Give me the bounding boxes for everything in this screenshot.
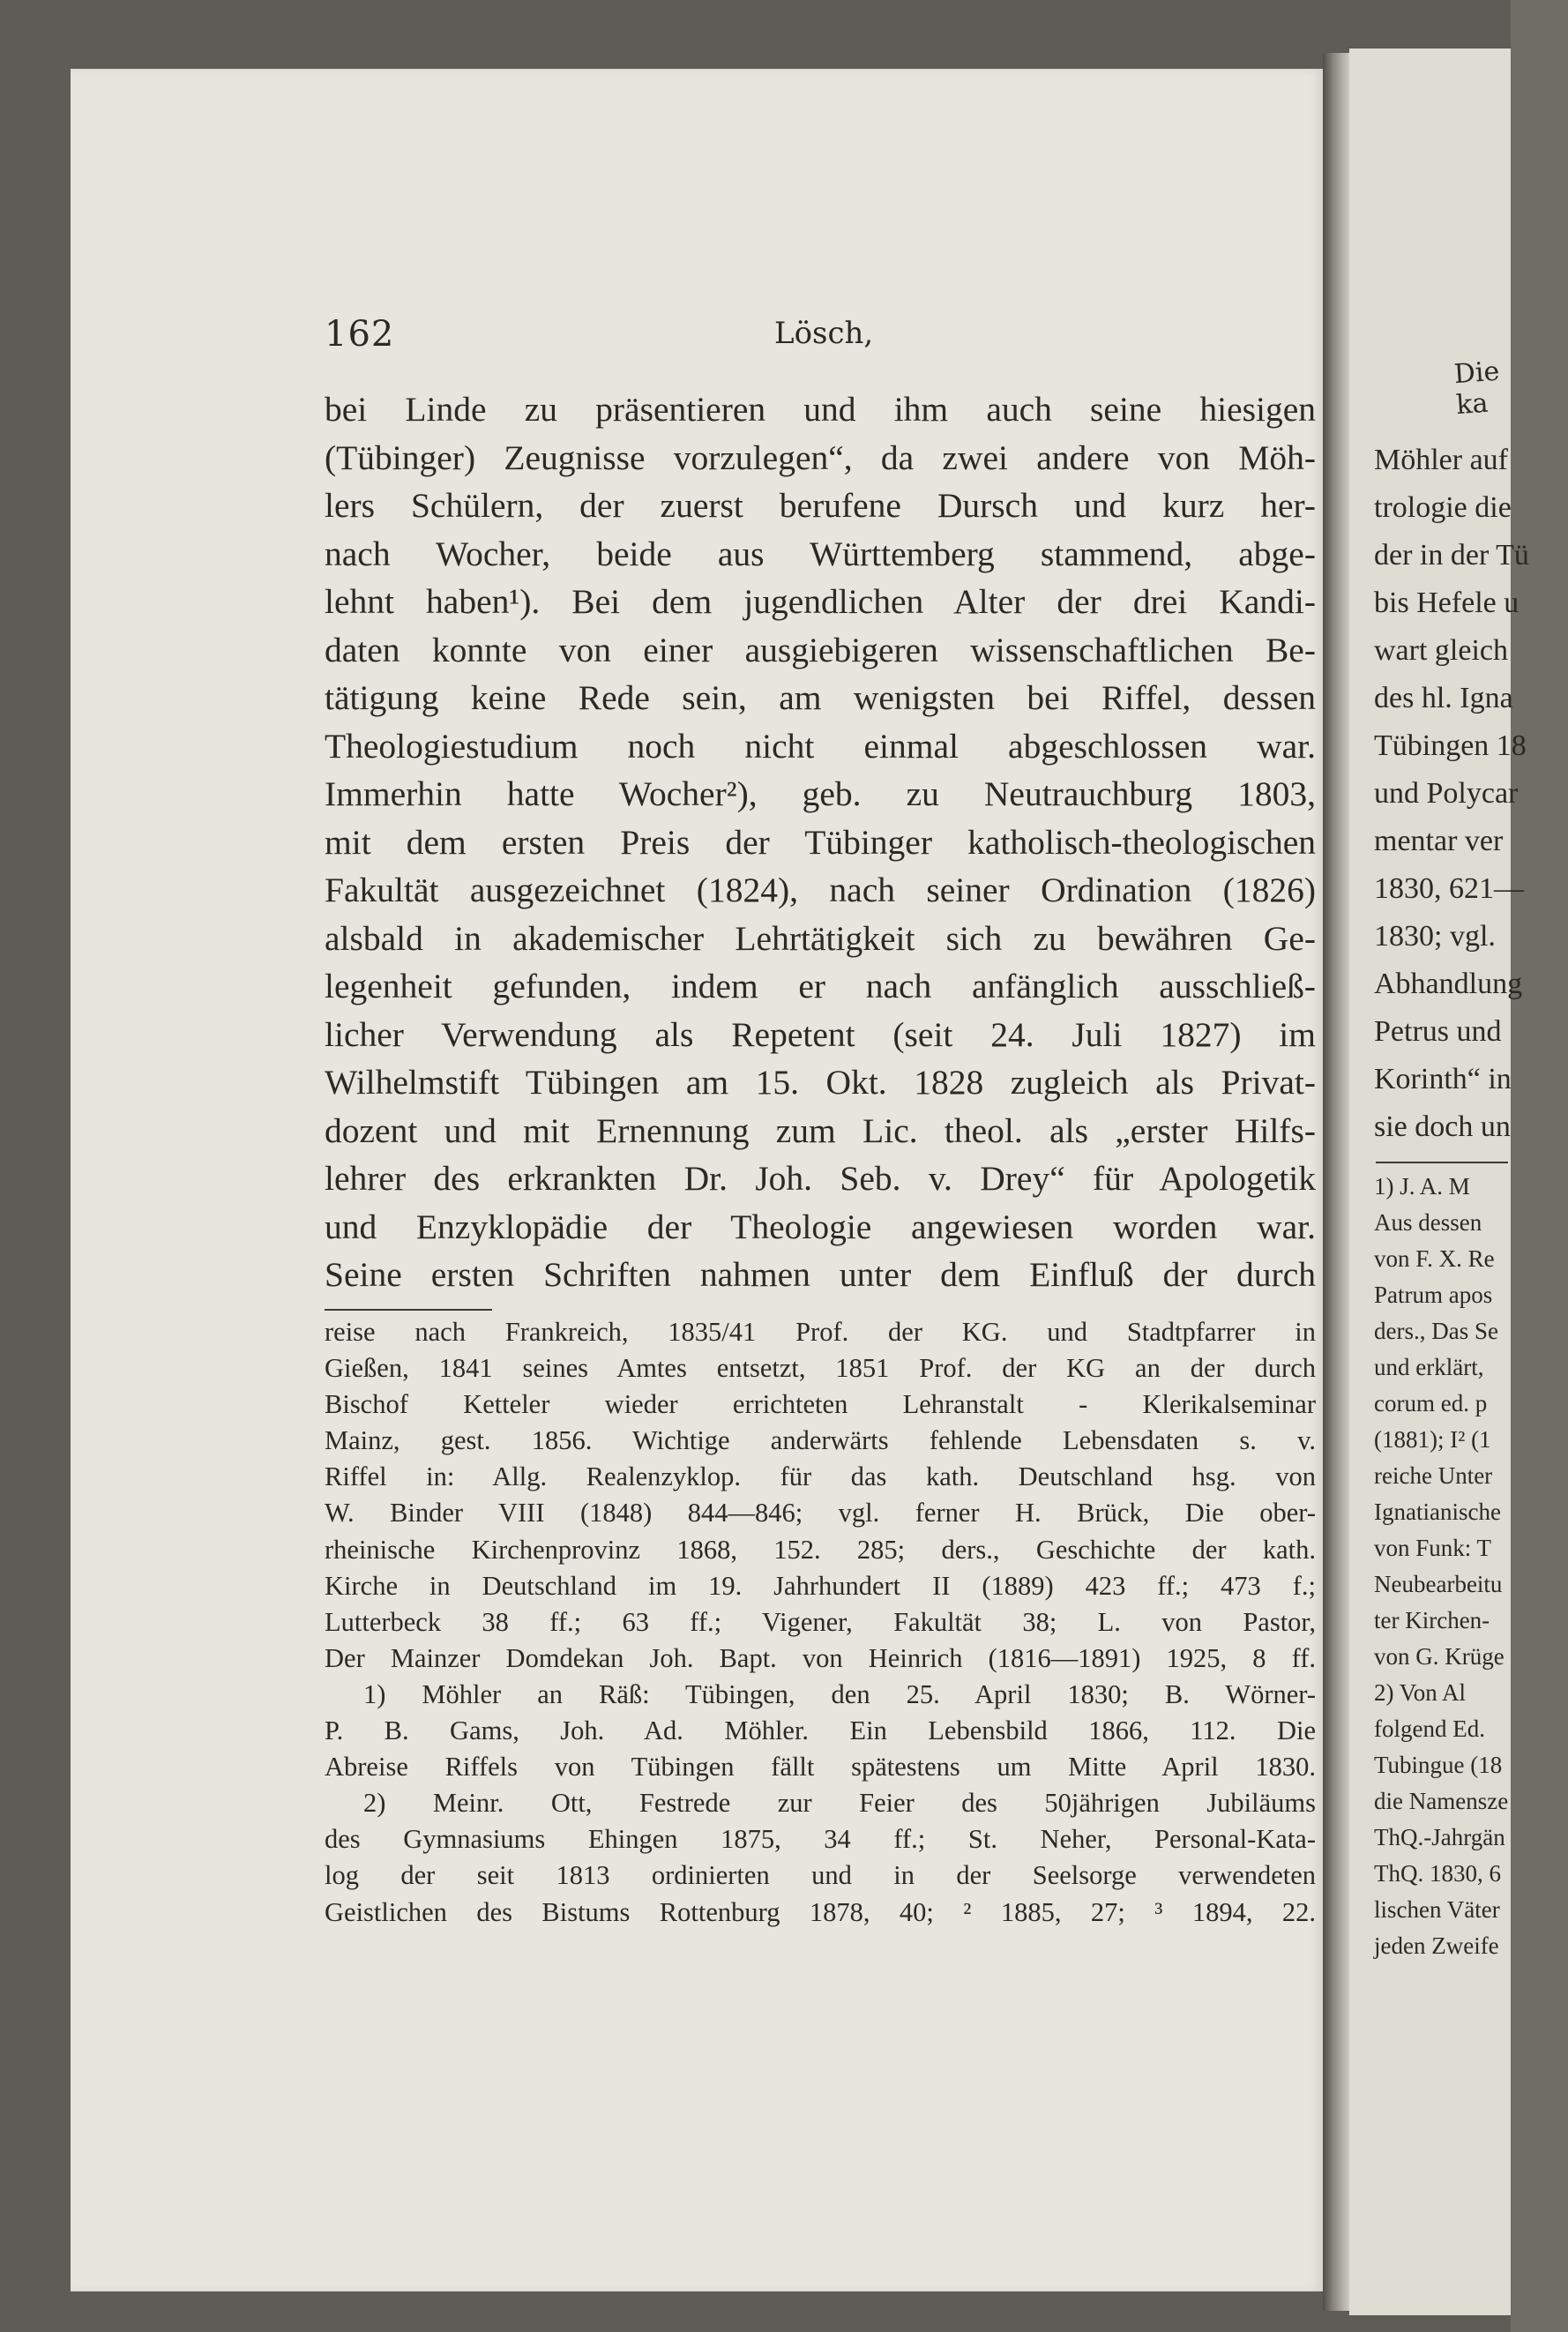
right-page-line: trologie die — [1374, 491, 1512, 524]
right-page-line: Abhandlung — [1374, 968, 1523, 1000]
body-line: lehrer des erkrankten Dr. Joh. Seb. v. Drey“ für Apologetik — [325, 1159, 1316, 1198]
right-page-line: Tübingen 18 — [1374, 729, 1527, 762]
footnote-line: des Gymnasiums Ehingen 1875, 34 ff.; St. Neher, Personal-Kata- — [325, 1824, 1316, 1855]
body-line: Seine ersten Schriften nahmen unter dem Einfluß der durch — [325, 1255, 1316, 1294]
right-page-note-line: ThQ. 1830, 6 — [1374, 1860, 1501, 1887]
right-page-note-line: und erklärt, — [1374, 1354, 1484, 1380]
footnote-line: log der seit 1813 ordinierten und in der Seelsorge verwendeten — [325, 1860, 1316, 1891]
book-gutter — [1323, 53, 1349, 2311]
footnote-line: Riffel in: Allg. Realenzyklop. für das kath. Deutschland hsg. von — [325, 1461, 1316, 1492]
right-page-footnotes — [1374, 1169, 1568, 1964]
body-line: Fakultät ausgezeichnet (1824), nach seiner Ordination (1826) — [325, 871, 1316, 909]
right-page-line: 1830; vgl. — [1374, 920, 1496, 953]
footnote-line: Bischof Ketteler wieder errichteten Lehranstalt - Klerikalseminar — [325, 1389, 1316, 1420]
right-page-line: der in der Tü — [1374, 539, 1529, 572]
right-page-footnote-rule — [1376, 1162, 1508, 1163]
body-text — [325, 385, 1316, 1299]
footnote-line: Der Mainzer Domdekan Joh. Bapt. von Heinrich (1816—1891) 1925, 8 ff. — [325, 1642, 1316, 1673]
body-line: tätigung keine Rede sein, am wenigsten bei Riffel, dessen — [325, 678, 1316, 717]
right-page-note-line: folgend Ed. — [1374, 1715, 1485, 1742]
right-page-note-line: 2) Von Al — [1374, 1679, 1467, 1706]
right-page-note-line: Tubingue (18 — [1374, 1752, 1503, 1778]
right-page-body — [1374, 437, 1568, 1151]
body-line: Theologiestudium noch nicht einmal abgeschlossen war. — [325, 726, 1316, 766]
body-line: legenheit gefunden, indem er nach anfänglich ausschließ- — [325, 967, 1316, 1005]
right-page-line: Korinth“ in — [1374, 1063, 1512, 1095]
footnote-line: W. Binder VIII (1848) 844—846; vgl. ferner H. Brück, Die ober- — [325, 1498, 1316, 1529]
right-page-note-line: von F. X. Re — [1374, 1245, 1495, 1272]
right-page-running-head: Die ka — [1452, 355, 1501, 422]
body-line: mit dem ersten Preis der Tübinger katholisch-theologischen — [325, 822, 1316, 862]
right-page-edge — [1349, 49, 1529, 2315]
footnote-line: reise nach Frankreich, 1835/41 Prof. der KG. und Stadtpfarrer in — [325, 1317, 1316, 1347]
right-page-note-line: jeden Zweife — [1374, 1932, 1499, 1959]
right-page-note-line: ThQ.-Jahrgän — [1374, 1824, 1505, 1850]
right-page-note-line: lischen Väter — [1374, 1896, 1500, 1923]
body-line: alsbald in akademischer Lehrtätigkeit sich zu bewähren Ge- — [325, 918, 1316, 958]
right-page-line: Petrus und — [1374, 1015, 1502, 1048]
right-page-note-line: Neubearbeitu — [1374, 1571, 1503, 1597]
body-line: und Enzyklopädie der Theologie angewiesen worden war. — [325, 1207, 1316, 1246]
body-line: dozent und mit Ernennung zum Lic. theol. als „erster Hilfs- — [325, 1110, 1316, 1150]
body-line: licher Verwendung als Repetent (seit 24. Juli 1827) im — [325, 1014, 1316, 1054]
right-page-note-line: von G. Krüge — [1374, 1643, 1505, 1670]
running-head — [325, 314, 1316, 367]
right-page-line: mentar ver — [1374, 825, 1504, 857]
footnote-line: Kirche in Deutschland im 19. Jahrhundert II (1889) 423 ff.; 473 f.; — [325, 1570, 1316, 1601]
right-page-line: Möhler auf — [1374, 444, 1509, 476]
body-line: Immerhin hatte Wocher²), geb. zu Neutrauchburg 1803, — [325, 774, 1316, 813]
right-page-line: des hl. Igna — [1374, 682, 1513, 714]
right-page-note-line: reiche Unter — [1374, 1462, 1493, 1489]
right-page-note-line: (1881); I² (1 — [1374, 1426, 1491, 1453]
footnote-line: Geistlichen des Bistums Rottenburg 1878, 40; ² 1885, 27; ³ 1894, 22. — [325, 1896, 1316, 1927]
right-page-note-line: ter Kirchen- — [1374, 1607, 1490, 1633]
right-page-line: wart gleich — [1374, 634, 1508, 667]
footnote-line: Gießen, 1841 seines Amtes entsetzt, 1851 Prof. der KG an der durch — [325, 1353, 1316, 1384]
right-page-note-line: Ignatianische — [1374, 1499, 1501, 1525]
footnote-line: rheinische Kirchenprovinz 1868, 152. 285; ders., Geschichte der kath. — [325, 1534, 1316, 1565]
footnote-line: Mainz, gest. 1856. Wichtige anderwärts fehlende Lebensdaten s. v. — [325, 1425, 1316, 1456]
right-page-line: sie doch un — [1374, 1110, 1511, 1143]
footnotes — [325, 1314, 1316, 1931]
body-line: (Tübinger) Zeugnisse vorzulegen“, da zwei andere von Möh- — [325, 437, 1316, 477]
footnote-line: Lutterbeck 38 ff.; 63 ff.; Vigener, Fakultät 38; L. von Pastor, — [325, 1606, 1316, 1637]
right-page-line: und Polycar — [1374, 777, 1519, 810]
running-title: Lösch, — [774, 316, 874, 351]
page-number: 162 — [325, 314, 395, 355]
footnote-line: Abreise Riffels von Tübingen fällt spätestens um Mitte April 1830. — [325, 1752, 1316, 1783]
body-line: lehnt haben¹). Bei dem jugendlichen Alter der drei Kandi- — [325, 582, 1316, 621]
body-line: Wilhelmstift Tübingen am 15. Okt. 1828 zugleich als Privat- — [325, 1063, 1316, 1102]
right-page-note-line: Aus dessen — [1374, 1209, 1482, 1236]
right-page-note-line: die Namensze — [1374, 1788, 1509, 1814]
right-page-note-line: corum ed. p — [1374, 1390, 1488, 1416]
right-page-note-line: von Funk: T — [1374, 1535, 1492, 1561]
footnote-line: 2) Meinr. Ott, Festrede zur Feier des 50jährigen Jubiläums — [363, 1788, 1316, 1819]
right-page-line: 1830, 621— — [1374, 872, 1524, 905]
right-page-note-line: 1) J. A. M — [1374, 1173, 1470, 1200]
footnote-line: 1) Möhler an Räß: Tübingen, den 25. April 1830; B. Wörner- — [363, 1678, 1316, 1709]
right-page-note-line: Patrum apos — [1374, 1282, 1493, 1308]
right-page-note-line: ders., Das Se — [1374, 1318, 1498, 1344]
body-line: lers Schülern, der zuerst berufene Dursch und kurz her- — [325, 486, 1316, 525]
body-line: nach Wocher, beide aus Württemberg stammend, abge- — [325, 534, 1316, 573]
body-line: bei Linde zu präsentieren und ihm auch seine hiesigen — [325, 390, 1316, 429]
footnote-line: P. B. Gams, Joh. Ad. Möhler. Ein Lebensbild 1866, 112. Die — [325, 1715, 1316, 1746]
footnote-rule — [325, 1309, 492, 1311]
body-line: daten konnte von einer ausgiebigeren wissenschaftlichen Be- — [325, 630, 1316, 669]
right-page-line: bis Hefele u — [1374, 587, 1519, 619]
